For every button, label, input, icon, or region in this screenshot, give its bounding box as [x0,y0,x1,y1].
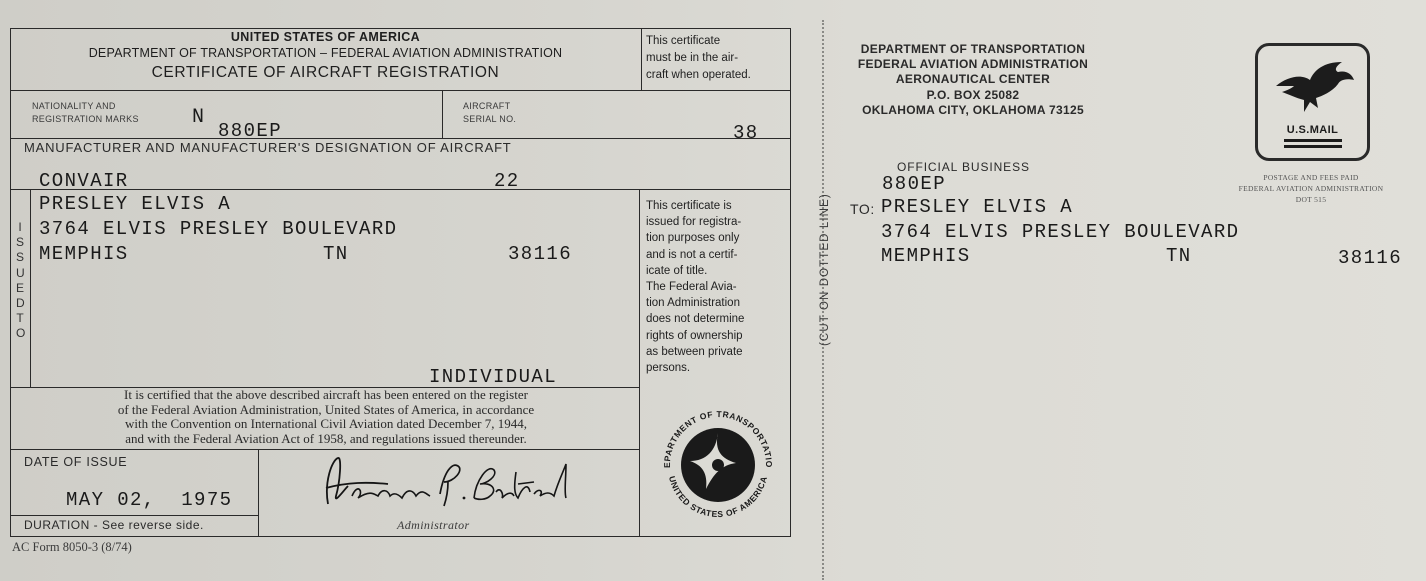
owner-type: INDIVIDUAL [429,366,558,388]
form-number: AC Form 8050-3 (8/74) [12,540,132,554]
serial-number: 38 [733,122,759,144]
svg-text:UNITED STATES OF AMERICA: UNITED STATES OF AMERICA [666,474,770,520]
owner-zip: 38116 [508,243,573,265]
certificate-title: CERTIFICATE OF AIRCRAFT REGISTRATION [151,64,500,81]
title-disclaimer: This certificate is issued for registra- tion purposes only and is not a certif- icate of title. The Federal Avia- tion Administration does not determine rights of ownership as between private persons. [646,200,745,375]
frame-bottom [10,536,791,537]
dot-seal-graphic [656,403,780,527]
cut-label: (CUT ON DOTTED LINE) [819,193,831,346]
department-heading: DEPARTMENT OF TRANSPORTATION – FEDERAL AVIATION ADMINISTRATION [88,46,563,60]
header-divider [641,28,642,90]
mailer-zip: 38116 [1338,247,1403,269]
owner-state: TN [323,243,349,265]
mail-bar [1284,139,1342,142]
country-heading: UNITED STATES OF AMERICA [230,30,421,44]
mailer-reg-marks: 880EP [882,173,947,195]
row-line-2 [10,138,791,139]
mailer-state: TN [1166,245,1192,267]
owner-name: PRESLEY ELVIS A [39,193,232,215]
duration-line [10,515,258,516]
registration-marks: 880EP [218,120,283,142]
manufacturer-label: MANUFACTURER AND MANUFACTURER'S DESIGNATION OF AIRCRAFT [24,140,512,155]
eagle-icon [1258,52,1367,124]
return-address: DEPARTMENT OF TRANSPORTATION FEDERAL AVIATION ADMINISTRATION AERONAUTICAL CENTER P.O. BOX 25082 OKLAHOMA CITY, OKLAHOMA 73125 [857,42,1089,117]
us-mail-indicia [1255,43,1370,161]
issued-to-label: ISSUED TO [16,220,26,341]
date-divider [258,449,259,536]
dot-seal [656,403,780,527]
mail-label: U.S.MAIL [1286,124,1339,136]
to-label: TO: [850,201,875,217]
serial-label: AIRCRAFT SERIAL NO. [463,101,517,124]
row-line-1 [10,90,791,91]
signature-graphic [318,452,583,520]
manufacturer-value: CONVAIR [39,170,129,192]
administrator-signature [318,452,583,520]
issued-to-divider [30,189,31,387]
model-value: 22 [494,170,520,192]
date-of-issue: MAY 02, 1975 [66,489,233,511]
nationality-prefix: N [192,106,206,129]
signature-title: Administrator [397,518,470,532]
mailer-name: PRESLEY ELVIS A [881,196,1074,218]
svg-text:DEPARTMENT OF TRANSPORTATION: EPARTMENT OF TRANSPORTATIO [661,408,775,469]
note-divider [639,189,640,536]
owner-street: 3764 ELVIS PRESLEY BOULEVARD [39,218,398,240]
carry-note: This certificate must be in the air- craft when operated. [646,35,751,81]
certification-statement: It is certified that the above described aircraft has been entered on the register of the Federal Aviation Administration, United States of America, in accordance with the Convention on International Civil Aviation dated December 7, 1944, and with the Federal Aviation Act of 1958, and regulations issued thereunder. [117,387,535,446]
official-business: OFFICIAL BUSINESS [897,160,1030,174]
duration-label: DURATION - See reverse side. [24,518,204,532]
mail-bar-2 [1284,145,1342,148]
row-line-5 [10,449,640,450]
frame-left [10,28,11,536]
frame-top [10,28,791,29]
owner-city: MEMPHIS [39,243,129,265]
nationality-label: NATIONALITY AND REGISTRATION MARKS [32,101,139,124]
date-label: DATE OF ISSUE [24,455,128,469]
mailer-street: 3764 ELVIS PRESLEY BOULEVARD [881,221,1240,243]
mailer-city: MEMPHIS [881,245,971,267]
postage-note: POSTAGE AND FEES PAID FEDERAL AVIATION ADMINISTRATION DOT 515 [1238,173,1384,204]
reg-divider [442,90,443,138]
